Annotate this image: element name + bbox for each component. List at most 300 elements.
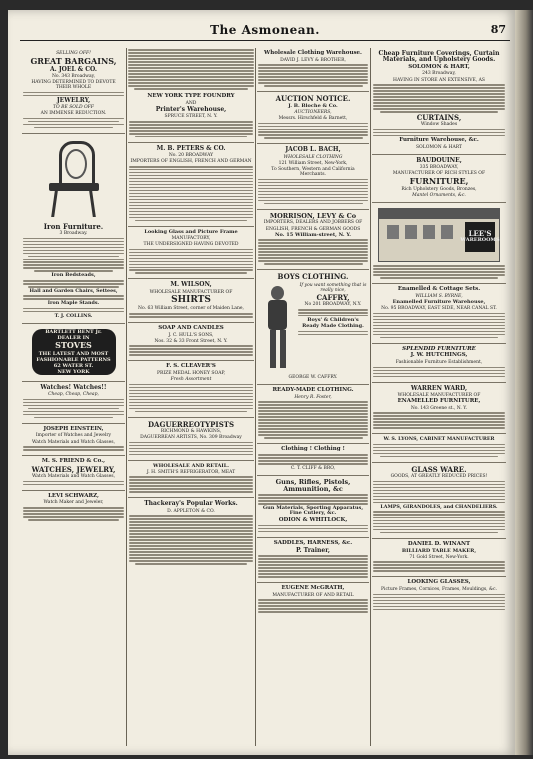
ad-firm: JACOB L. BACH, [285,146,341,154]
text-line [258,573,368,575]
text-line [258,434,368,436]
text-line [129,211,253,213]
text-line [129,187,253,189]
advert-auction [257,92,369,144]
text-line [258,131,368,133]
advert-looking-glass [128,227,254,280]
text-line [128,85,254,87]
text-line [129,124,253,126]
text-line [258,248,368,250]
text-line [373,129,505,131]
text-line [380,277,499,279]
text-line [258,561,368,563]
text-line [373,514,505,516]
text-line [129,442,253,444]
text-line [135,272,247,274]
advert-cleaver [128,361,254,417]
text-line [373,523,505,525]
text-line [129,479,253,481]
lees-sign: LEE'S WAREROOMS [465,222,495,252]
text-line [258,67,368,69]
text-line [298,312,368,314]
text-line [129,181,253,183]
text-line [373,496,505,498]
text-line [23,484,124,486]
ad-headline: MORRISON, LEVY & Co [269,211,357,220]
text-line [258,555,368,557]
column-rule [126,48,127,746]
text-line [129,491,253,493]
text-line [23,244,124,246]
text-line [129,178,253,180]
text-line [28,408,119,410]
text-line [128,73,254,75]
text-line [128,64,254,66]
advert-hutchings [372,344,506,383]
text-line [373,600,505,602]
text-line [258,425,368,427]
text-line [129,351,253,353]
text-line [373,567,505,569]
text-line [129,133,253,135]
text-line [23,513,124,515]
text-line [298,309,368,311]
ad-subheading: Iron Bedsteads, [51,272,96,279]
ad-headline: W. S. LYONS, CABINET MANUFACTURER [383,436,495,443]
text-line [264,85,363,87]
text-line [23,405,124,407]
text-line [258,197,368,199]
ad-firm: F. S. CLEAVER'S [166,363,216,370]
text-line [128,61,254,63]
ad-sub: PRIZE MEDAL HONEY SOAP, [156,371,225,377]
text-line [258,254,368,256]
text-line [129,313,253,315]
text-line [135,136,247,138]
ad-headline: LOOKING GLASSES, [407,579,471,586]
text-line [373,316,505,318]
page-number: 87 [490,23,506,36]
column-rule [255,48,256,746]
text-line [373,325,505,327]
ad-sub: AUCTIONEERS, [294,109,332,115]
text-line [373,490,505,492]
advert-billiard [372,539,506,578]
text-line [23,250,124,252]
text-line [373,328,505,330]
advert-einstein [22,424,125,456]
ad-address: No 201 BROADWAY, N.Y. [304,302,362,308]
text-line [258,494,368,496]
text-line [373,319,505,321]
ad-headline: AUCTION NOTICE. [275,94,351,104]
text-line [258,558,368,560]
text-line [258,454,368,456]
ad-firm: A. JOEL & CO. [49,65,98,73]
ad-firm: LEVI SCHWARZ, [48,492,99,499]
text-line [129,545,253,547]
column-1 [22,48,125,746]
advert-friend [22,456,125,491]
text-line [258,608,368,610]
text-line [23,295,124,297]
text-line [373,561,505,563]
columns [22,48,508,748]
text-line [134,88,247,90]
text-line [373,609,505,611]
text-line [298,331,368,333]
advert-looking-glasses [372,577,506,614]
text-line [129,261,253,263]
text-line [373,444,505,446]
ad-lead: SELLING OFF! [56,51,91,56]
text-line [128,79,254,81]
column-rule [370,48,371,746]
ad-address: Nos. 32 & 33 Front Street, N. Y. [154,338,228,344]
text-line [373,108,505,110]
text-line [128,67,254,69]
ad-address: 3 Broadway. [59,231,88,237]
text-line [129,127,253,129]
text-line [373,421,505,423]
ad-firm: DAVID J. LEVY & BROTHER, [280,57,346,63]
ad-firm: T. J. COLLINS. [54,312,93,319]
ad-firm: J. C. HULL'S SONS, [168,332,214,338]
text-line [258,531,368,533]
text-line [258,251,368,253]
text-line [129,399,253,401]
ad-firm: RICHMOND & HAWKINS, [160,429,222,435]
text-line [373,334,505,336]
ad-sub: If you want something that is really nice, [299,282,367,293]
text-line [373,502,505,504]
text-line [373,105,505,107]
text-line [129,252,253,254]
text-line [128,58,254,60]
text-line [129,130,253,132]
ad-firm: ODION & WHITLOCK, [278,516,348,523]
text-line [258,500,368,502]
ad-firm: M. B. PETERS & CO. [156,144,226,152]
ad-sub: Window Shades [420,122,458,128]
text-line [129,348,253,350]
text-line [129,402,253,404]
ad-sub: HAVING IN STORE AN EXTENSIVE, AS [393,77,485,83]
ad-firm: SOLOMON & HART [415,144,463,150]
ad-headline: Thackeray's Popular Works. [144,500,238,508]
text-line [373,517,505,519]
text-line [258,428,368,430]
column-2 [128,48,254,746]
text-line [258,567,368,569]
text-line [129,121,253,123]
ad-headline: Watches! Watches!! [40,383,107,391]
text-line [258,126,368,128]
text-line [258,70,368,72]
ad-headline: Clothing ! Clothing ! [281,445,345,452]
ad-sub: WHOLESALE MANUFACTURER OF [397,392,481,398]
ad-firm: D. APPLETON & CO. [167,508,215,514]
advert-warren-ward [372,383,506,435]
text-line [23,399,124,401]
text-line [129,387,253,389]
text-line [129,518,253,520]
text-line [373,453,505,455]
text-line [258,123,368,125]
text-line [23,92,124,94]
stove-sign-illustration: BARTLETT BENT Jr. DEALER IN STOVES THE LATEST AND MOST FASHIONABLE PATTERNS 62 WATER ST. NEW YORK [32,329,116,375]
text-line [128,82,254,84]
text-line [373,606,505,608]
text-line [258,416,368,418]
ad-headline: Wholesale Clothing Warehouse. [264,50,362,56]
text-line [23,411,124,413]
ad-note: TO BE SOLD OFF [53,105,94,111]
ad-address: No. 343 Broadway, [51,73,96,79]
text-line [258,79,368,81]
text-line [129,208,253,210]
text-line [129,539,253,541]
text-line [129,408,253,410]
text-line [28,519,119,521]
ad-headline: ENAMELLED FURNITURE, [397,398,481,405]
text-line [129,354,253,356]
advert-type-foundry [128,91,254,143]
advert-watches [22,382,125,424]
text-line [129,396,253,398]
ad-sub: Cheap, Cheap, Cheap, [48,392,99,398]
text-line [373,84,505,86]
text-line [23,308,124,310]
text-line [373,331,505,333]
text-line [258,194,368,196]
chair-illustration [31,139,117,221]
ad-sub: Gun Materials, Sporting Apparatus, Fine Cutlery, &c. [262,505,364,517]
text-line [373,487,505,489]
ad-subheading: JEWELRY, [56,96,91,104]
advert-schwarz [22,491,125,525]
text-line [373,594,505,596]
text-line [129,214,253,216]
text-line [258,82,368,84]
text-line [23,414,124,416]
advert-enamelled [372,284,506,344]
text-line [373,493,505,495]
text-line [129,166,253,168]
text-line [34,127,113,129]
ad-sub: MANUFACTORY, [171,235,211,241]
text-line [129,560,253,562]
text-line [373,415,505,417]
ad-firm: JOSEPH EINSTEIN, [43,425,104,432]
text-line [258,431,368,433]
column-3 [257,48,369,746]
text-line [23,516,124,518]
text-line [373,412,505,414]
ad-firm: J. B. Bloche & Co. [288,102,338,109]
text-line [129,184,253,186]
text-line [23,241,124,243]
ad-firm: WILLIAM S. BYRNE, [415,293,463,299]
text-line [373,484,505,486]
advert-guns [257,476,369,538]
text-line [129,193,253,195]
text-line [258,129,368,131]
text-line [129,548,253,550]
text-line [258,457,368,459]
text-line [258,200,368,202]
ad-sub: IMPORTERS OF ENGLISH, FRENCH AND GERMAN [130,159,252,165]
text-line [23,264,124,266]
text-line [258,76,368,78]
ad-headline: SHIRTS [171,294,211,305]
text-line [129,172,253,174]
ad-firm: J. W. HUTCHINGS, [410,352,468,359]
text-line [373,511,505,513]
text-line [23,261,124,263]
ad-firm: CAFFRY, [316,293,350,303]
ad-sub: MANUFACTURER OF RICH STYLES OF [392,171,486,177]
text-line [23,253,124,255]
ad-headline: Enamelled & Cottage Sets. [397,286,481,293]
ad-headline: WATCHES, JEWELRY, [31,464,116,474]
text-line [258,239,368,241]
text-line [129,530,253,532]
ad-headline: GREAT BARGAINS, [30,56,117,67]
text-line [129,169,253,171]
text-line [129,448,253,450]
text-line [129,205,253,207]
text-line [129,542,253,544]
text-line [28,121,119,123]
ad-headline: WHOLESALE AND RETAIL. [153,462,229,469]
text-line [258,564,368,566]
text-line [258,191,368,193]
ad-address: No. 63 William Street, corner of Maiden Lane, [138,306,244,312]
text-line [258,182,368,184]
text-line [380,532,499,534]
ad-headline: Guns, Rifles, Pistols, Ammunition, &c [275,478,351,494]
ad-firm: BAUDOUINE, [416,156,462,164]
ad-firm: EUGENE McGRATH, [281,585,345,592]
ad-address: 243 Broadway, [422,71,456,77]
text-line [129,405,253,407]
ad-sub: Boys' & Children's [307,316,359,323]
text-line [380,456,499,458]
text-line [129,536,253,538]
text-line [129,554,253,556]
ad-sub: To Southern, Western and California Merchants. [271,167,355,178]
advert-ready-made [257,385,369,444]
text-line [129,488,253,490]
ad-sub: Rich Upholstery Goods, Bronzes, [401,186,477,192]
text-line [129,476,253,478]
ad-headline: SOAP AND CANDLES [158,324,224,331]
text-line [264,263,363,265]
ad-headline: READY-MADE CLOTHING. [272,386,354,393]
text-line [258,245,368,247]
ad-headline: GLASS WARE. [411,464,467,474]
ad-sub: Watch Materials and Watch Glasses, [32,439,115,445]
text-line [129,199,253,201]
text-line [264,437,363,439]
text-line [258,460,368,462]
text-line [129,384,253,386]
text-line [380,337,499,339]
text-line [258,611,368,613]
text-line [373,450,505,452]
ad-sub: Mantel Ornaments, &c. [412,192,466,198]
text-line [258,260,368,262]
text-line [373,322,505,324]
text-line [129,482,253,484]
text-line [258,605,368,607]
ad-sub: MANUFACTURER OF AND RETAIL [272,592,354,598]
text-line [129,527,253,529]
text-line [129,258,253,260]
text-line [258,463,368,465]
text-line [128,76,254,78]
ad-firm: GEORGE W. CAFFRY. [288,374,338,380]
ad-sub: Watch Materials and Watch Glasses, [32,474,115,480]
text-line [129,202,253,204]
ad-headline: NEW YORK TYPE FOUNDRY [147,93,235,100]
text-line [129,255,253,257]
ad-firm: J. H. SMITH'S REFRIGERATOR, MEAT [146,469,236,475]
text-line [373,418,505,420]
text-line [135,220,247,222]
text-line [373,87,505,89]
text-line [23,510,124,512]
text-line [373,499,505,501]
text-line [373,96,505,98]
text-line [258,134,368,136]
text-line [264,137,363,139]
text-line [373,313,505,315]
text-line [373,520,505,522]
ad-sub: DAGUERREAN ARTISTS, No. 309 Broadway [140,435,242,441]
ad-firm: M. WILSON, [170,281,212,289]
ad-firm: M. S. FRIEND & Co., [41,458,106,465]
page-header [20,22,510,41]
ad-sub: GOODS, AT GREATLY REDUCED PRICES! [390,474,488,480]
ad-headline: SPLENDID FURNITURE [402,345,476,352]
ad-subheading: Printer's Warehouse, [155,106,227,114]
text-line [258,528,368,530]
text-line [129,175,253,177]
text-line [23,118,124,120]
text-line [373,132,505,134]
ad-headline: SADDLES, HARNESS, &c. [273,539,353,546]
text-line [258,73,368,75]
text-line [258,497,368,499]
text-line [23,124,124,126]
ad-address: No. 95 BROADWAY, EAST SIDE, NEAR CANAL ST. [381,306,497,312]
text-line [129,454,253,456]
ad-note: HAVING DETERMINED TO DEVOTE THEIR WHOLE [31,80,116,91]
ad-subheading: Iron Maple Stands. [47,300,100,307]
advert-levy-clothing [257,48,369,92]
ad-subheading: Hall and Garden Chairs, Settees, [29,288,118,295]
text-line [129,217,253,219]
advert-soap [128,323,254,361]
text-line [373,102,505,104]
ad-sub: AND [185,100,197,106]
ad-firm: P. Trainer, [295,546,331,554]
text-line [373,274,505,276]
text-line [373,424,505,426]
text-line [128,49,254,51]
